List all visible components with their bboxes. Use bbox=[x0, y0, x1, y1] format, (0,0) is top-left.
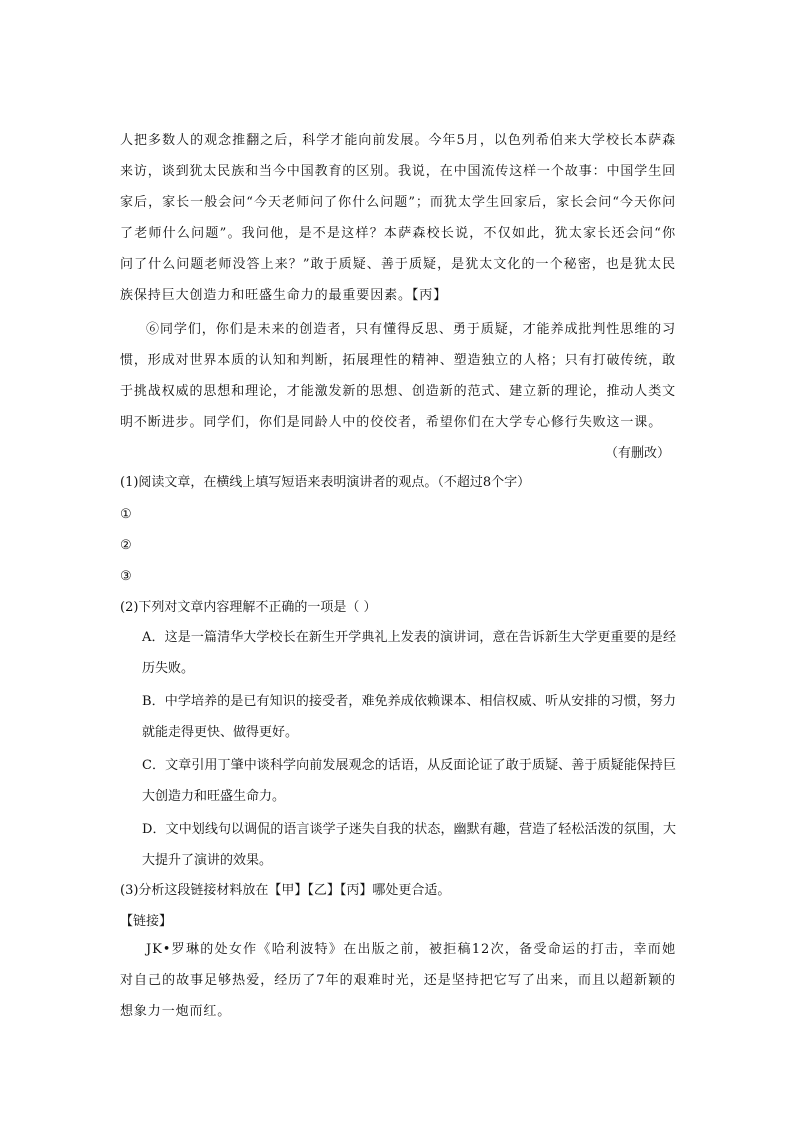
passage-text: ⑥同学们，你们是未来的创造者，只有懂得反思、勇于质疑，才能养成批判性思维的习惯，形成对世界本质的认知和判断，拓展理性的精神、塑造独立的人格；只有打破传统，敢于挑战权威的思想和理论，才能激发新的思想、创造新的范式、建立新的理论，推动人类文明不断进步。同学们，你们是同龄人中的佼佼者，希望你们在大学专心修行失败这一课。 bbox=[120, 322, 677, 430]
question-3: (3)分析这段链接材料放在【甲】【乙】【丙】哪处更合适。 bbox=[120, 883, 451, 898]
option-a: A．这是一篇清华大学校长在新生开学典礼上发表的演讲词，意在告诉新生大学更重要的是经历失败。 bbox=[142, 630, 676, 676]
link-paragraph bbox=[120, 934, 676, 1027]
answer-blank-1: ① bbox=[120, 507, 132, 522]
link-text: JK•罗琳的处女作《哈利波特》在出版之前，被拒稿12次，备受命运的打击，幸而她对自己的故事足够热爱，经历了7年的艰难时光，还是坚持把它写了出来，而且以超新颖的想象力一炮而红。 bbox=[120, 942, 676, 1019]
option-d: D．文中划线句以调侃的语言谈学子迷失自我的状态，幽默有趣，营造了轻松活泼的氛围，大大提升了演讲的效果。 bbox=[142, 822, 676, 868]
link-heading: 【链接】 bbox=[120, 914, 173, 929]
question-2: (2)下列对文章内容理解不正确的一项是（ ） bbox=[120, 600, 377, 615]
passage-paragraph-continued bbox=[120, 125, 676, 311]
attribution-note: （有删改） bbox=[604, 446, 670, 461]
question-1: (1)阅读文章，在横线上填写短语来表明演讲者的观点。（不超过8个字） bbox=[120, 475, 531, 490]
answer-blank-3: ③ bbox=[120, 569, 132, 584]
answer-blank-2: ② bbox=[120, 538, 132, 553]
option-b: B．中学培养的是已有知识的接受者，难免养成依赖课本、相信权威、听从安排的习惯，努力就能走得更快、做得更好。 bbox=[142, 694, 676, 740]
passage-text: 人把多数人的观念推翻之后，科学才能向前发展。今年5月，以色列希伯来大学校长本萨森来访，谈到犹太民族和当今中国教育的区别。我说，在中国流传这样一个故事：中国学生回家后，家长一般会问“今天老师问了你什么问题”；而犹太学生回家后，家长会问“今天你问了老师什么问题”。我问他，是不是这样？本萨森校长说，不仅如此，犹太家长还会问“你问了什么问题老师没答上来？”敢于质疑、善于质疑，是犹太文化的一个秘密，也是犹太民族保持巨大创造力和旺盛生命力的最重要因素。【丙】 bbox=[120, 133, 677, 303]
passage-paragraph-6 bbox=[120, 314, 676, 438]
option-c: C．文章引用丁肇中谈科学向前发展观念的话语，从反面论证了敢于质疑、善于质疑能保持巨大创造力和旺盛生命力。 bbox=[142, 758, 676, 804]
